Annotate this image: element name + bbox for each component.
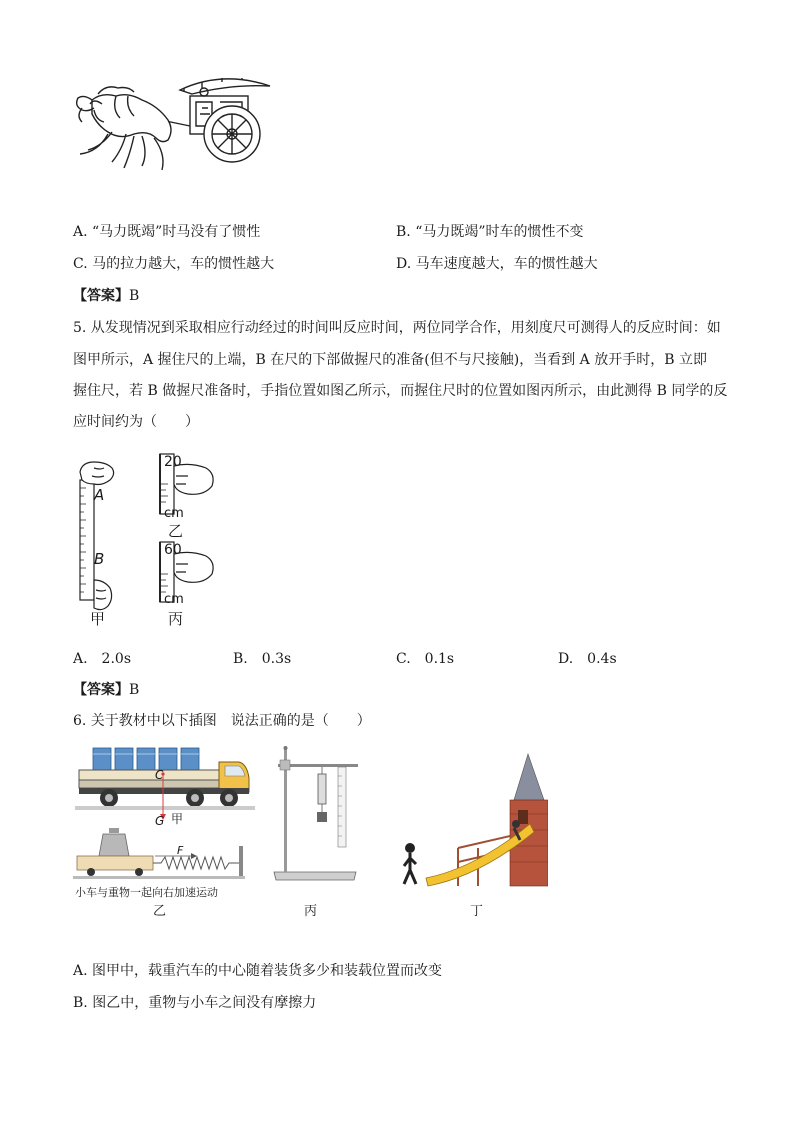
reading-bing: 60 <box>164 542 182 558</box>
mark-g: G <box>155 814 165 828</box>
q6-option-b: B. 图乙中，重物与小车之间没有摩擦力 <box>73 995 317 1011</box>
label-ding: 丁 <box>470 904 484 919</box>
q5-option-b: B. 0.3s <box>233 651 292 667</box>
q4-option-a: A. “马力既竭”时马没有了惯性 <box>73 224 261 240</box>
mark-a: A <box>94 486 105 504</box>
label-jia: 甲 <box>90 610 106 628</box>
unit-bing: cm <box>164 592 184 607</box>
q4-option-b: B. “马力既竭”时车的惯性不变 <box>396 224 584 240</box>
q5-option-c: C. 0.1s <box>396 651 455 667</box>
cart-figure <box>73 826 253 919</box>
q5-option-d: D. 0.4s <box>558 651 617 667</box>
label-yi-cart: 乙 <box>153 904 167 919</box>
mark-c: C <box>155 768 164 782</box>
reading-yi: 20 <box>164 454 182 470</box>
mark-f: F <box>177 844 184 857</box>
slide-figure <box>396 752 548 918</box>
q5-answer <box>73 680 139 700</box>
answer-value: B <box>129 682 140 698</box>
label-bing-stand: 丙 <box>304 904 318 919</box>
q5-option-a: A. 2.0s <box>73 651 132 667</box>
stand-figure <box>270 746 360 918</box>
q5-stem-line-2: 图甲所示，A 握住尺的上端，B 在尺的下部做握尺的准备(但不与尺接触)，当看到 A 放开手时，B 立即 <box>73 352 707 368</box>
answer-value: B <box>129 288 140 304</box>
caption-yi: 小车与重物一起向右加速运动 <box>75 886 218 899</box>
q4-option-c: C. 马的拉力越大，车的惯性越大 <box>73 256 275 272</box>
answer-tag: 【答案】 <box>73 288 129 304</box>
q6-option-a: A. 图甲中，载重汽车的中心随着装货多少和装载位置而改变 <box>73 963 443 979</box>
q5-stem-line-4: 应时间约为（ ） <box>73 414 199 430</box>
q5-stem-line-1: 5. 从发现情况到采取相应行动经过的时间叫反应时间，两位同学合作，用刻度尺可测得人的反应时间：如 <box>73 320 721 336</box>
label-yi: 乙 <box>168 522 184 540</box>
unit-yi: cm <box>164 506 184 521</box>
q4-answer <box>73 286 139 306</box>
mark-b: B <box>94 550 105 568</box>
q5-stem-line-3: 握住尺，若 B 做握尺准备时，手指位置如图乙所示，而握住尺时的位置如图丙所示，由此测得 B 同学的反 <box>73 383 728 399</box>
label-jia-truck: 甲 <box>171 812 184 826</box>
answer-tag: 【答案】 <box>73 682 129 698</box>
truck-figure <box>75 744 255 830</box>
ruler-figure <box>72 450 222 635</box>
label-bing: 丙 <box>168 610 184 628</box>
q4-option-d: D. 马车速度越大，车的惯性越大 <box>396 256 598 272</box>
q6-stem: 6. 关于教材中以下插图 说法正确的是（ ） <box>73 713 371 729</box>
chariot-illustration <box>72 70 277 180</box>
